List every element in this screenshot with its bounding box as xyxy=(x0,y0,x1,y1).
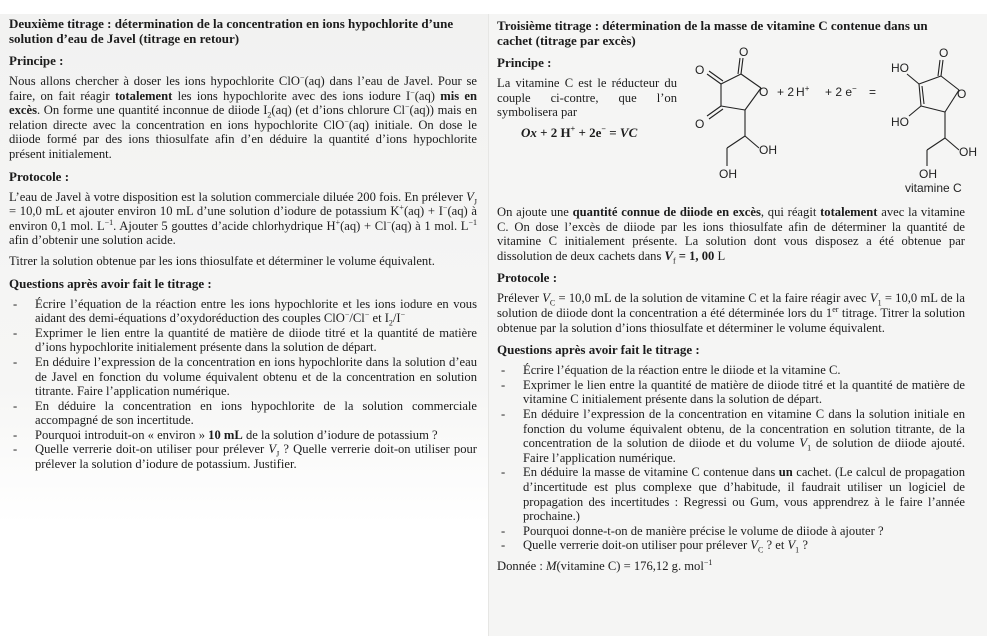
principe-heading: Principe : xyxy=(9,53,64,68)
hydroxyl-label: OH xyxy=(719,167,737,181)
question-item: - En déduire la concentration en ions hypochlorite de la solution commerciale accompagné de son incertitude. xyxy=(13,398,477,428)
hydroxyl-label: OH xyxy=(759,143,777,157)
section-title-troisieme-titrage: Troisième titrage : détermination de la masse de vitamine C contenue dans un cachet (titrage par excès) xyxy=(497,18,928,48)
vitamin-c-redox-diagram xyxy=(683,44,983,194)
questions-list xyxy=(9,297,477,472)
plus-electrons: + 2 e− xyxy=(825,84,857,99)
questions-heading: Questions après avoir fait le titrage : xyxy=(9,275,212,291)
section-title-deuxieme-titrage: Deuxième titrage : détermination de la concentration en ions hypochlorite d’une solution d’eau de Javel (titrage en retour) xyxy=(9,16,454,46)
description-paragraph: On ajoute une quantité connue de diiode en excès, qui réagit totalement avec la vitamine C. On dose l’excès de diiode par les ions thiosulfate afin de déterminer la quantité de vitamine C initialement présente. La solution dont vous disposez a été obtenue par dissolution de deux cachets dans $V_f = 1$, 00 L xyxy=(497,205,965,266)
question-item: - En déduire l’expression de la concentration en vitamine C dans la solution initiale en fonction du volume équivalent obtenu, de la concentration en solution titrante, de la concentration de la solution de diiode et du volume $V_1$ de solution de diiode ajouté. Faire l’application numérique. xyxy=(501,406,965,465)
principe-paragraph: La vitamine C est le réducteur du couple ci-contre, que l’on symbolisera par xyxy=(497,76,677,120)
question-item: - Quelle verrerie doit-on utiliser pour prélever $V_J$ ? Quelle verrerie doit-on utiliser pour prélever la solution d’iodure de potassium. Justifier. xyxy=(13,442,478,472)
oxo-label: O xyxy=(739,45,749,59)
oxo-label: O xyxy=(695,63,705,77)
ring-oxygen-label: O xyxy=(759,85,769,99)
hydroxyl-label: HO xyxy=(891,61,909,75)
oxo-label: O xyxy=(939,46,949,60)
left-column xyxy=(9,16,477,472)
hydroxyl-label: HO xyxy=(891,115,909,129)
question-item: - Écrire l’équation de la réaction entre les ions hypochlorite et les ions iodure en vous aidant des demi-équations d’oxydoréduction des couples ClO−/Cl− et $I_2/I^-$ xyxy=(13,296,477,328)
question-item: - Écrire l’équation de la réaction entre le diiode et la vitamine C. xyxy=(501,363,841,378)
principe-paragraph: Nous allons chercher à doser les ions hypochlorite ClO−(aq) dans l’eau de Javel. Pour se faire, on fait réagir totalement les ions hypochlorite avec des ions iodure I−(aq) mis en excès. On forme une quantité inconnue de diiode $I_2(aq)$ (et d’ions chlorure Cl−(aq)) mais en relation directe avec la concentration en ions hypochlorite ClO−(aq) initiale. On dose le diiode formé par des ions thiosulfate afin d’en déduire la quantité d’ions hypochlorite présent initialement. xyxy=(9,72,477,161)
question-item: - Quelle verrerie doit-on utiliser pour prélever $V_C$ ? et $V_1$ ? xyxy=(501,538,808,555)
question-item: - Pourquoi introduit-on « environ » 10 mL de la solution d’iodure de potassium ? xyxy=(13,427,438,442)
principe-heading: Principe : xyxy=(497,55,552,70)
right-column-lower xyxy=(497,205,965,579)
question-item: - Exprimer le lien entre la quantité de matière de diiode titré et la quantité de matière d’ions hypochlorite initialement présente dans la solution de départ. xyxy=(13,325,477,355)
question-item: - En déduire l’expression de la concentration en ions hypochlorite dans la solution d’eau de Javel en fonction du volume équivalent obtenu et de la concentration en solution titrante. Faire l’application numérique. xyxy=(13,354,477,399)
donnee-line: Donnée : M(vitamine C) = 176,12 g. mol$^{-1}$ xyxy=(497,557,713,573)
plus-protons: + 2 H+ xyxy=(777,84,810,99)
hydroxyl-label: OH xyxy=(959,145,977,159)
hydroxyl-label: OH xyxy=(919,167,937,181)
vitamin-c-label: vitamine C xyxy=(905,181,962,194)
protocole-paragraph: L’eau de Javel à votre disposition est la solution commerciale diluée 200 fois. En prélever $V_J = 10,0$ mL et ajouter environ 10 mL d’une solution d’iodure de potassium K+(aq) + I−(aq) à environ 0,1 mol. $L^{-1}$. Ajouter 5 gouttes d’acide chlorhydrique H+(aq) + Cl−(aq) à 1 mol. $L^{-1}$ afin d’obtenir une solution acide. xyxy=(9,189,478,248)
oxo-label: O xyxy=(695,117,705,131)
question-item: - Pourquoi donne-t-on de manière précise le volume de diiode à ajouter ? xyxy=(501,523,884,538)
questions-list xyxy=(497,363,965,553)
question-item: - Exprimer le lien entre la quantité de matière de diiode titré et la quantité de matière de vitamine C initialement présente dans la solution de départ. xyxy=(501,377,965,407)
ascorbic-acid-structure xyxy=(907,60,959,166)
protocole-paragraph: Prélever $V_C = 10,0$ mL de la solution de vitamine C et la faire réagir avec $V_1 = 10,0$ mL de la solution de diiode dont la concentration a été déterminée lors du 1er titrage. Titrer la solution obtenue par la solution d’ions thiosulfate et déterminer le volume équivalent. xyxy=(497,291,965,335)
protocole-titrer: Titrer la solution obtenue par les ions thiosulfate et déterminer le volume équivalent. xyxy=(9,253,435,268)
equals-sign: = xyxy=(869,85,877,99)
question-item: - En déduire la masse de vitamine C contenue dans un cachet. (Le calcul de propagation d’incertitude est plus complexe que d’habitude, il faudrait utiliser un logiciel de propagation des incertitudes : Regressi ou Gum, vous apprendrez à le faire l’année prochaine.) xyxy=(501,465,965,524)
ring-oxygen-label: O xyxy=(957,87,967,101)
redox-equation: Ox + 2 H+ + 2e− = VC xyxy=(521,124,638,140)
protocole-heading: Protocole : xyxy=(497,270,558,286)
dehydroascorbic-acid-structure xyxy=(707,58,761,166)
questions-heading: Questions après avoir fait le titrage : xyxy=(497,342,700,358)
protocole-heading: Protocole : xyxy=(9,168,70,184)
